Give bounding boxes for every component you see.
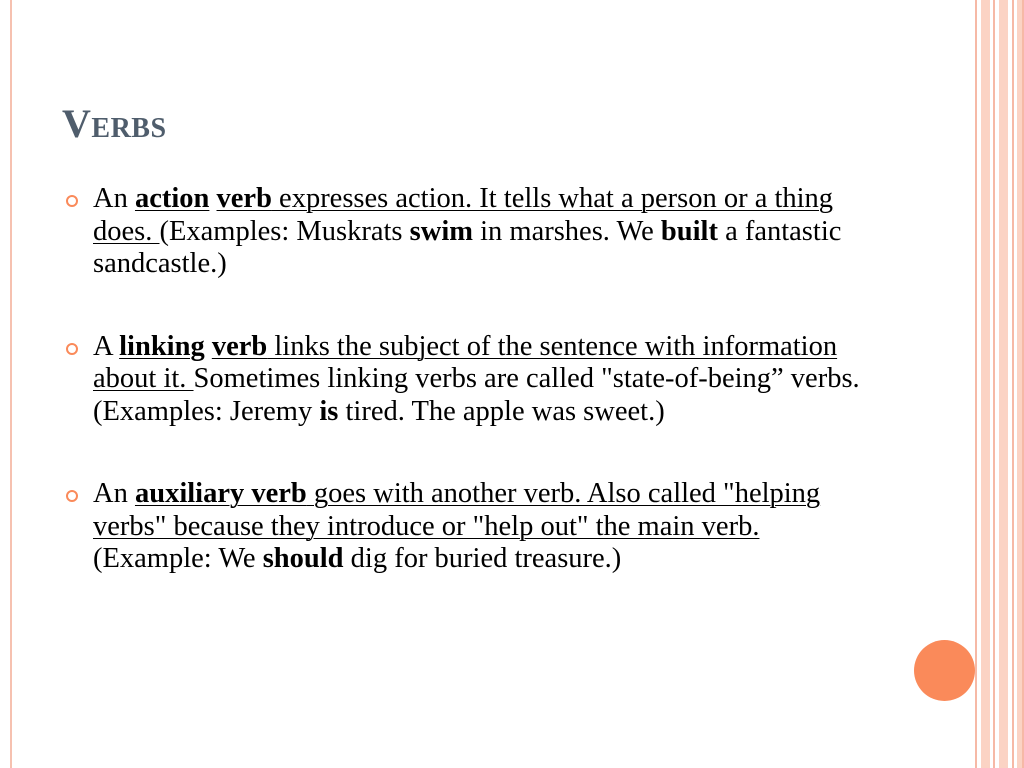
term-verb: verb xyxy=(211,330,268,362)
text xyxy=(209,183,216,214)
bullet-list xyxy=(66,183,866,576)
bullet-auxiliary-verb xyxy=(66,478,866,576)
bullet-linking-verb xyxy=(66,331,866,429)
bullet-action-verb xyxy=(66,183,866,281)
text: A xyxy=(93,330,120,362)
example-text: in marshes. We xyxy=(472,215,661,247)
bullet-circle-icon xyxy=(66,490,78,502)
definition: goes with another verb. Also called "helping verbs" because they introduce or "help out" the main verb. xyxy=(93,478,821,542)
text xyxy=(205,331,212,362)
term-action: action xyxy=(134,183,210,214)
term-verb: verb xyxy=(216,183,272,214)
definition: expresses action. It tells what a person or a thing does. xyxy=(93,183,834,247)
definition: links the subject of the sentence with information about it. xyxy=(93,330,838,394)
example-text: Sometimes linking verbs are called "state-of-being” verbs. (Examples: Jeremy xyxy=(93,363,860,427)
bullet-circle-icon xyxy=(66,343,78,355)
bullet-circle-icon xyxy=(66,195,78,207)
right-stripe xyxy=(993,0,995,768)
example-verb: swim xyxy=(409,215,473,247)
right-stripe xyxy=(981,0,990,768)
slide-title: Verbs xyxy=(62,101,167,146)
term-auxiliary-verb: auxiliary verb xyxy=(134,478,307,509)
example-verb: built xyxy=(660,215,718,247)
right-stripe xyxy=(975,0,977,768)
example-verb: should xyxy=(262,543,344,574)
orange-circle-decoration xyxy=(914,640,975,701)
right-stripe xyxy=(999,0,1008,768)
term-linking: linking xyxy=(119,330,205,362)
left-border-line xyxy=(10,0,12,768)
example-text: a fantastic sandcastle.) xyxy=(93,215,842,279)
text: An xyxy=(93,183,135,214)
example-text: dig for buried treasure.) xyxy=(343,543,622,574)
example-text: (Example: We xyxy=(93,543,263,574)
example-text: (Examples: Muskrats xyxy=(159,215,410,247)
right-stripe xyxy=(1012,0,1014,768)
example-text: tired. The apple was sweet.) xyxy=(338,395,665,427)
example-verb: is xyxy=(319,395,339,427)
text: An xyxy=(93,478,135,509)
